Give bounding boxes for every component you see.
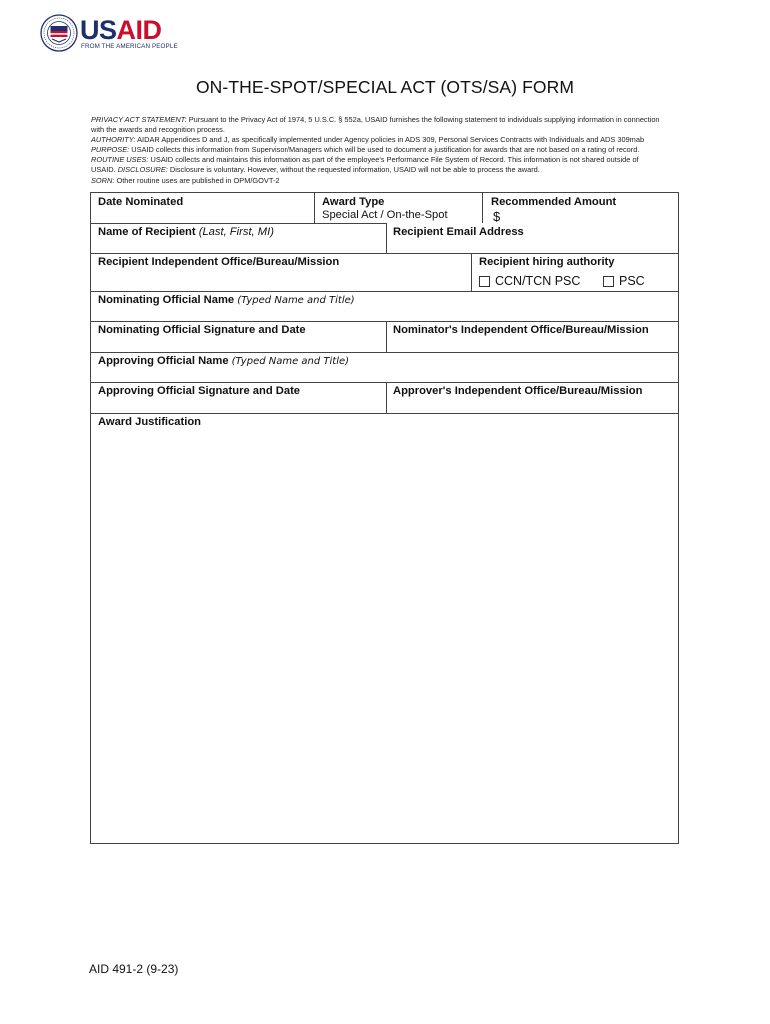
divider [91,321,678,322]
form-title: ON-THE-SPOT/SPECIAL ACT (OTS/SA) FORM [195,77,575,97]
hiring-authority-label: Recipient hiring authority [479,256,615,268]
privacy-statement [91,115,691,186]
award-type-label: Award Type [322,196,385,208]
disclosure-line: USAID. DISCLOSURE: Disclosure is voluntary. However, without the requested information, USAID will not be able to process the award. [91,165,540,175]
divider [314,193,315,223]
recipient-office-field[interactable]: Recipient Independent Office/Bureau/Mission [98,256,340,268]
divider [91,382,678,383]
divider [471,253,472,291]
divider [91,253,678,254]
divider [386,382,387,413]
divider [482,193,483,223]
checkbox-icon [479,276,490,287]
approving-official-name-field[interactable]: Approving Official Name (Typed Name and Title) [98,355,350,367]
divider [386,223,387,253]
routine-uses-line: ROUTINE USES: USAID collects and maintains this information as part of the employee's Performance File System of Record. This information is not shared outside of [91,155,639,165]
recipient-name-field[interactable]: Name of Recipient (Last, First, MI) [98,226,274,238]
recommended-amount-field[interactable]: Recommended Amount [491,196,617,208]
purpose-line: PURPOSE: USAID collects this information from Supervisor/Managers which will be used to document a justification for awards that are not based on a rating of record. [91,145,640,155]
authority-line: AUTHORITY: AIDAR Appendices D and J, as specifically implemented under Agency policies in ADS 309, Personal Services Contracts with Individuals and ADS 309mab [91,135,645,145]
approving-signature-field[interactable]: Approving Official Signature and Date [98,385,301,397]
form-number: AID 491-2 (9-23) [89,962,179,976]
privacy-line: PRIVACY ACT STATEMENT: Pursuant to the Privacy Act of 1974, 5 U.S.C. § 552a, USAID furnishes the following statement to individuals supplying information in connection [91,115,660,124]
nominator-office-field[interactable]: Nominator's Independent Office/Bureau/Mission [393,324,649,336]
award-justification-field[interactable]: Award Justification [98,416,201,428]
nominating-signature-field[interactable]: Nominating Official Signature and Date [98,324,306,336]
divider [386,321,387,352]
divider [91,352,678,353]
ccn-tcn-psc-checkbox[interactable]: CCN/TCN PSC [479,274,580,288]
amount-dollar-sign: $ [493,209,501,224]
award-type-value: Special Act / On-the-Spot [322,209,448,221]
recipient-email-field[interactable]: Recipient Email Address [393,226,524,238]
usaid-wordmark: USAID [80,15,162,45]
date-nominated-field[interactable]: Date Nominated [98,196,184,208]
approver-office-field[interactable]: Approver's Independent Office/Bureau/Mission [393,385,643,397]
usaid-logo [40,14,178,56]
privacy-line: with the awards and recognition process. [91,125,225,135]
divider [91,291,678,292]
usaid-seal-icon [40,14,78,52]
nomination-form [90,192,679,844]
nominating-official-name-field[interactable]: Nominating Official Name (Typed Name and Title) [98,294,355,306]
logo-tagline: FROM THE AMERICAN PEOPLE [81,43,178,50]
psc-checkbox[interactable]: PSC [603,274,645,288]
checkbox-icon [603,276,614,287]
divider [91,223,387,224]
sorn-line: SORN: Other routine uses are published in OPM/GOVT-2 [91,175,280,185]
divider [91,413,678,414]
